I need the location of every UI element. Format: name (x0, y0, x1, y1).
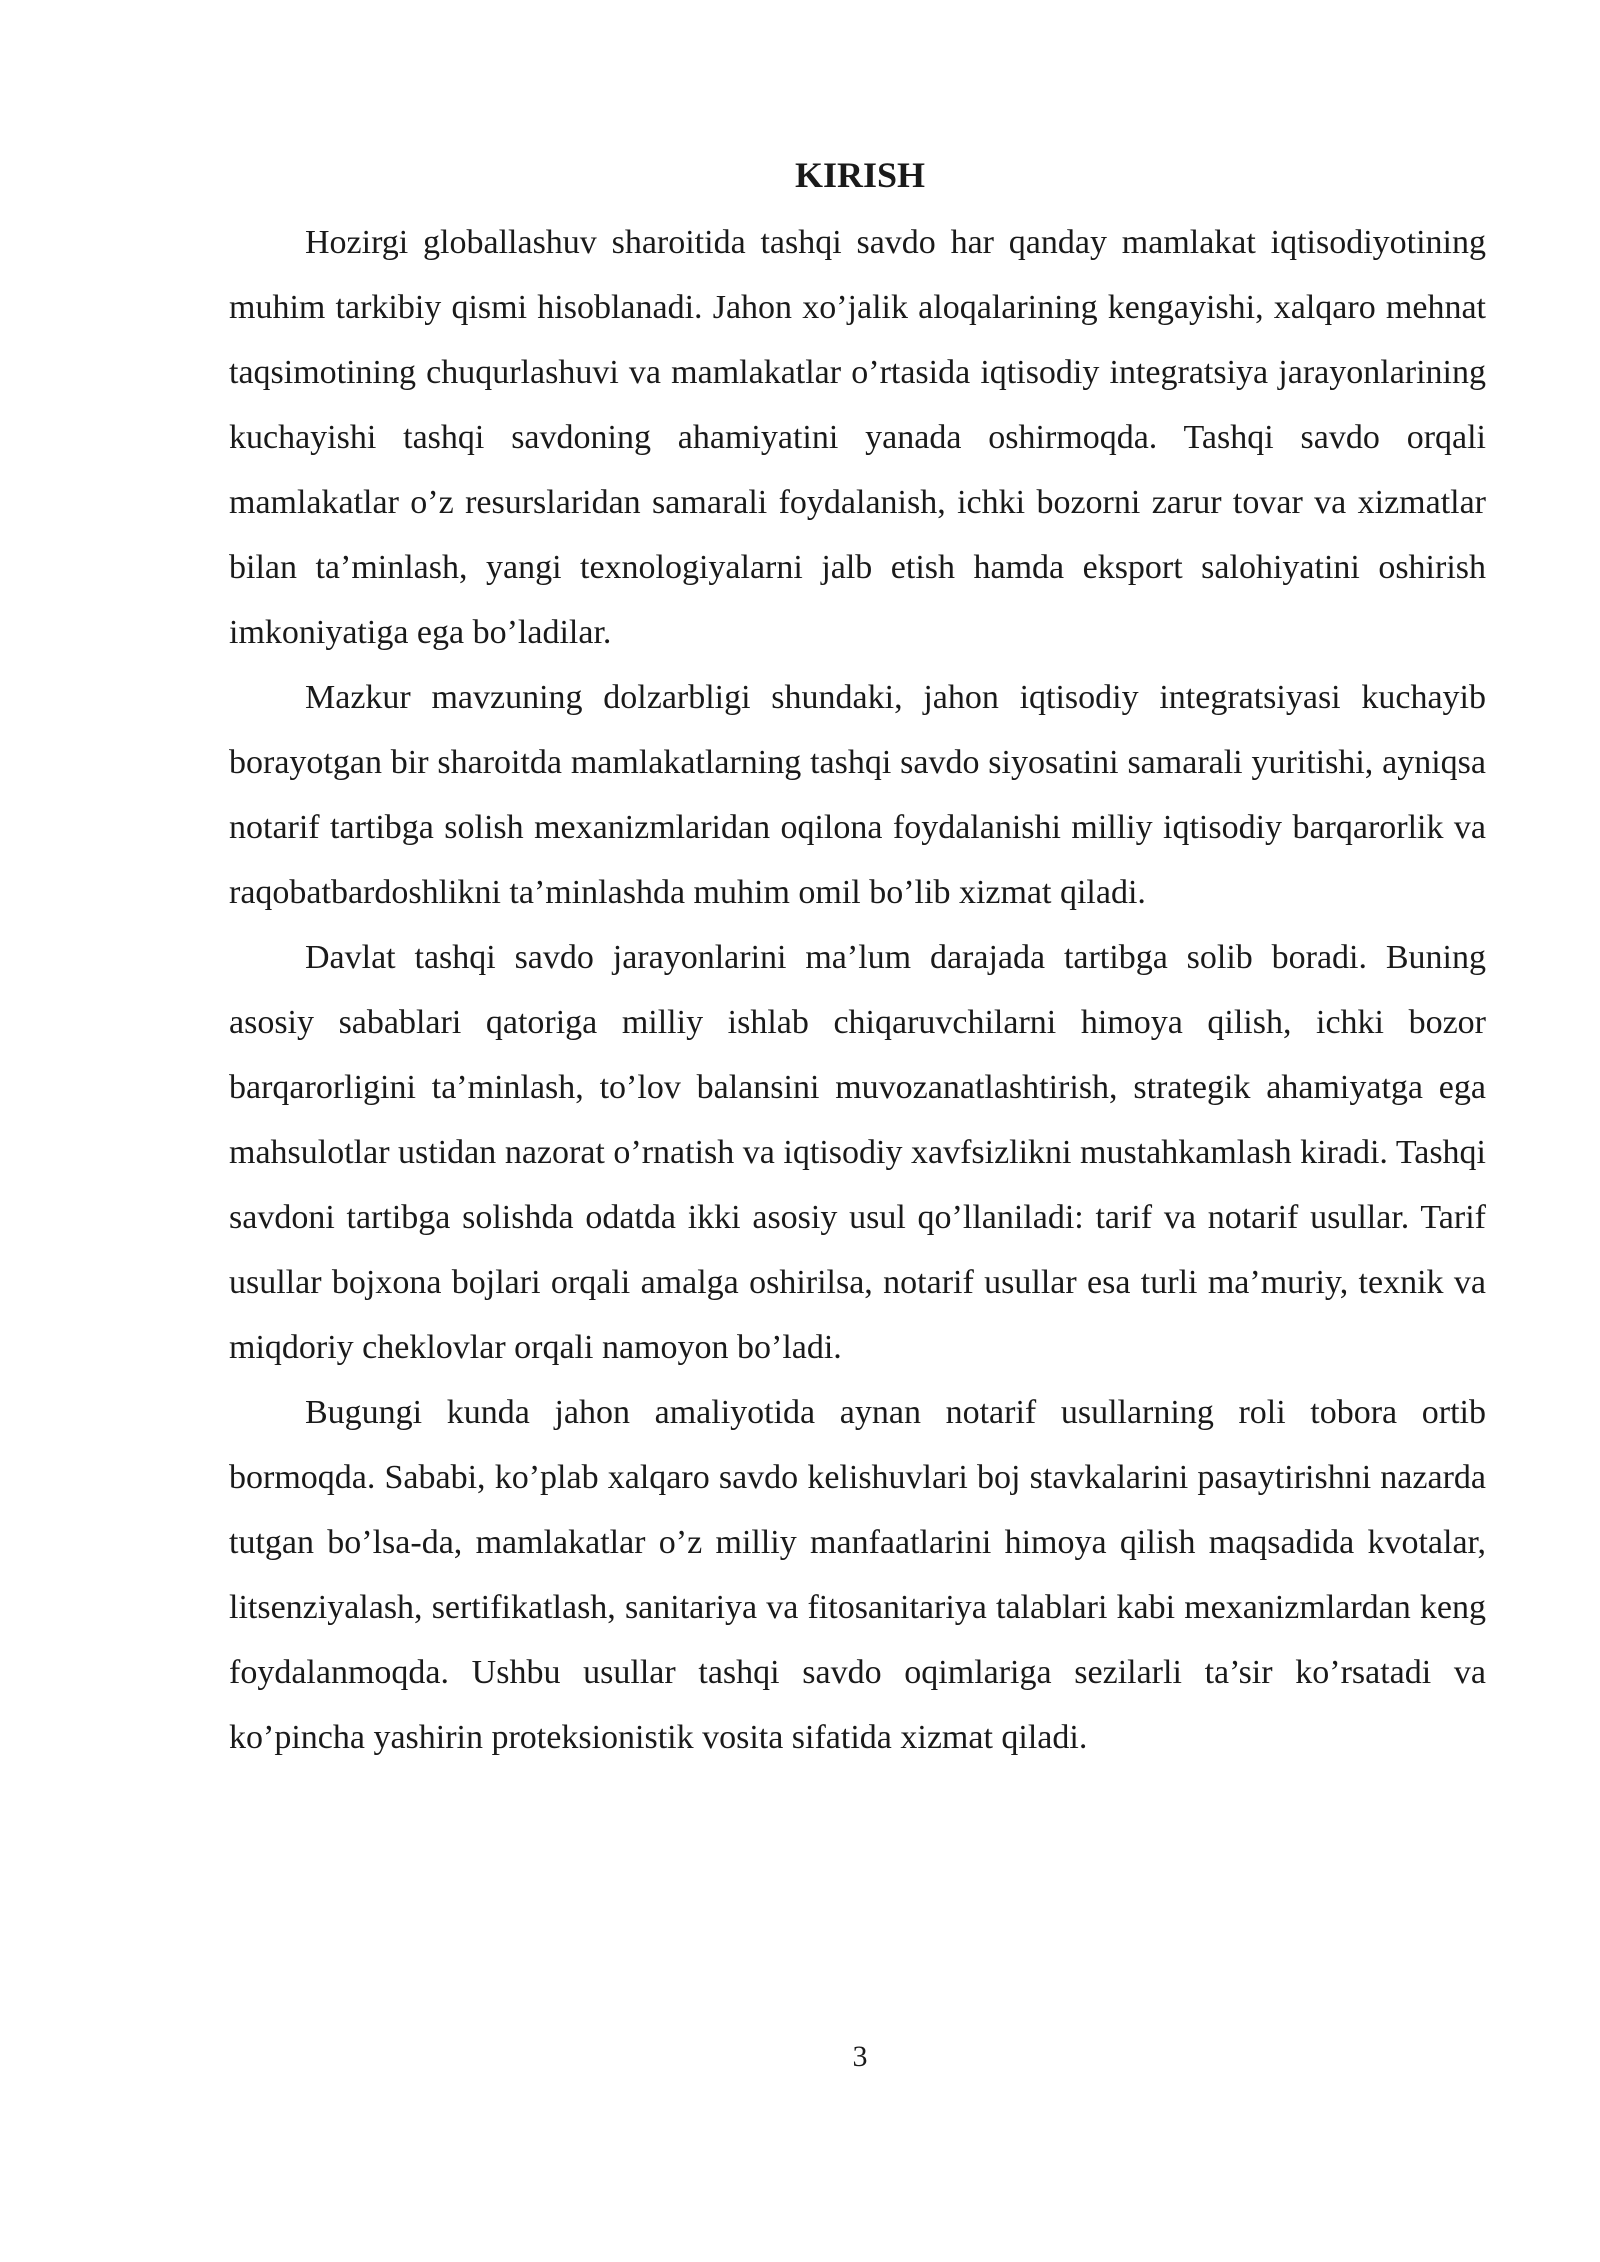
paragraph-1: Hozirgi globallashuv sharoitida tashqi savdo har qanday mamlakat iqtisodiyotining muhim tarkibiy qismi hisoblanadi. Jahon xo’jalik aloqalarining kengayishi, xalqaro mehnat taqsimotining chuqurlashuvi va mamlakatlar o’rtasida iqtisodiy integratsiya jarayonlarining kuchayishi tashqi savdoning ahamiyatini yanada oshirmoqda. Tashqi savdo orqali mamlakatlar o’z resurslaridan samarali foydalanish, ichki bozorni zarur tovar va xizmatlar bilan ta’minlash, yangi texnologiyalarni jalb etish hamda eksport salohiyatini oshirish imkoniyatiga ega bo’ladilar. (229, 224, 1486, 651)
paragraph-4: Bugungi kunda jahon amaliyotida aynan notarif usullarning roli tobora ortib bormoqda. Sababi, ko’plab xalqaro savdo kelishuvlari boj stavkalarini pasaytirishni nazarda tutgan bo’lsa-da, mamlakatlar o’z milliy manfaatlarini himoya qilish maqsadida kvotalar, litsenziyalash, sertifikatlash, sanitariya va fitosanitariya talablari kabi mexanizmlardan keng foydalanmoqda. Ushbu usullar tashqi savdo oqimlariga sezilarli ta’sir ko’rsatadi va ko’pincha yashirin proteksionistik vosita sifatida xizmat qiladi. (229, 1394, 1486, 1756)
document-body (229, 210, 1486, 1770)
page-number: 3 (852, 2040, 868, 2073)
paragraph-2: Mazkur mavzuning dolzarbligi shundaki, jahon iqtisodiy integratsiyasi kuchayib borayotgan bir sharoitda mamlakatlarning tashqi savdo siyosatini samarali yuritishi, ayniqsa notarif tartibga solish mexanizmlaridan oqilona foydalanishi milliy iqtisodiy barqarorlik va raqobatbardoshlikni ta’minlashda muhim omil bo’lib xizmat qiladi. (229, 679, 1486, 911)
page-title: KIRISH (794, 155, 926, 195)
paragraph-3: Davlat tashqi savdo jarayonlarini ma’lum darajada tartibga solib boradi. Buning asosiy sabablari qatoriga milliy ishlab chiqaruvchilarni himoya qilish, ichki bozor barqarorligini ta’minlash, to’lov balansini muvozanatlashtirish, strategik ahamiyatga ega mahsulotlar ustidan nazorat o’rnatish va iqtisodiy xavfsizlikni mustahkamlash kiradi. Tashqi savdoni tartibga solishda odatda ikki asosiy usul qo’llaniladi: tarif va notarif usullar. Tarif usullar bojxona bojlari orqali amalga oshirilsa, notarif usullar esa turli ma’muriy, texnik va miqdoriy cheklovlar orqali namoyon bo’ladi. (229, 939, 1486, 1366)
